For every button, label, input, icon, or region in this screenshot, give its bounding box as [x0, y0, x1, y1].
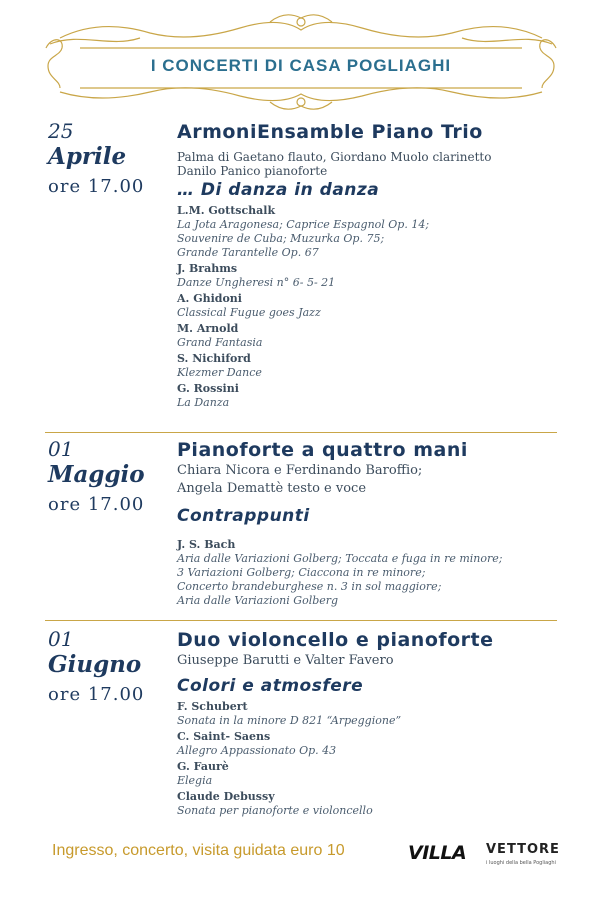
concert-day: 25 [48, 119, 74, 143]
work-title: La Jota Aragonesa; Caprice Espagnol Op. 14; [177, 218, 430, 231]
page-title: I CONCERTI DI CASA POGLIAGHI [150, 56, 452, 75]
logo-tagline: i luoghi della bella Pogliaghi [486, 860, 556, 866]
concert-content [177, 120, 577, 410]
header-frame [40, 8, 562, 112]
work-title: Concerto brandeburghese n. 3 in sol maggiore; [177, 580, 442, 593]
work-title: Allegro Appassionato Op. 43 [177, 744, 337, 757]
program-list [177, 204, 577, 410]
section-divider [45, 432, 557, 433]
composer-name: A. Ghidoni [177, 292, 242, 305]
concert-month: Maggio [48, 461, 145, 488]
concert-content [177, 438, 577, 608]
composer-name: G. Rossini [177, 382, 239, 395]
composer-name: Claude Debussy [177, 790, 275, 803]
performers-line: Danilo Panico pianoforte [177, 164, 328, 178]
composer-name: J. S. Bach [177, 538, 236, 551]
work-title: Classical Fugue goes Jazz [177, 306, 321, 319]
performers-line: Angela Demattè testo e voce [177, 481, 367, 496]
concert-month: Giugno [48, 651, 142, 678]
work-title: Aria dalle Variazioni Golberg; Toccata e fuga in re minore; [177, 552, 503, 565]
concert-day: 01 [48, 437, 74, 461]
concert-title: Duo violoncello e pianoforte [177, 629, 494, 651]
work-title: Sonata per pianoforte e violoncello [177, 804, 373, 817]
concert-subtitle: Contrappunti [177, 506, 310, 526]
composer-name: C. Saint- Saens [177, 730, 271, 743]
work-title: 3 Variazioni Golberg; Ciaccona in re minore; [177, 566, 426, 579]
composer-name: M. Arnold [177, 322, 239, 335]
footer-admission: Ingresso, concerto, visita guidata euro 10 [52, 842, 345, 859]
concert-content [177, 628, 577, 818]
work-title: Klezmer Dance [177, 366, 262, 379]
program-list [177, 538, 577, 608]
performers-line: Chiara Nicora e Ferdinando Baroffio; [177, 463, 423, 478]
program-list [177, 700, 577, 818]
work-title: Danze Ungheresi n° 6- 5- 21 [177, 276, 336, 289]
work-title: Souvenire de Cuba; Muzurka Op. 75; [177, 232, 385, 245]
concert-title: ArmoniEnsamble Piano Trio [177, 121, 483, 143]
concert-day: 01 [48, 627, 74, 651]
concert-subtitle: Colori e atmosfere [177, 676, 364, 696]
work-title: Grande Tarantelle Op. 67 [177, 246, 319, 259]
concert-date [48, 120, 144, 202]
logo-villa-text: VILLA [408, 842, 467, 864]
concert-time: ore 17.00 [48, 176, 145, 197]
work-title: Grand Fantasia [177, 336, 263, 349]
composer-name: L.M. Gottschalk [177, 204, 276, 217]
composer-name: S. Nichiford [177, 352, 251, 365]
concert-time: ore 17.00 [48, 684, 145, 705]
work-title: La Danza [177, 396, 230, 409]
concert-title: Pianoforte a quattro mani [177, 439, 468, 461]
section-divider [45, 620, 557, 621]
concert-date [48, 628, 144, 710]
work-title: Sonata in la minore D 821 “Arpeggione” [177, 714, 402, 727]
composer-name: F. Schubert [177, 700, 248, 713]
concert-month: Aprile [48, 143, 127, 170]
performers-line: Palma di Gaetano flauto, Giordano Muolo clarinetto [177, 150, 492, 164]
concert-subtitle: … Di danza in danza [177, 180, 380, 200]
concert-time: ore 17.00 [48, 494, 145, 515]
work-title: Aria dalle Variazioni Golberg [177, 594, 339, 607]
composer-name: J. Brahms [177, 262, 238, 275]
logo-vettore-text: VETTORE [486, 842, 560, 857]
concert-date [48, 438, 145, 520]
work-title: Elegia [177, 774, 213, 787]
composer-name: G. Faurè [177, 760, 229, 773]
performers-line: Giuseppe Barutti e Valter Favero [177, 653, 394, 668]
